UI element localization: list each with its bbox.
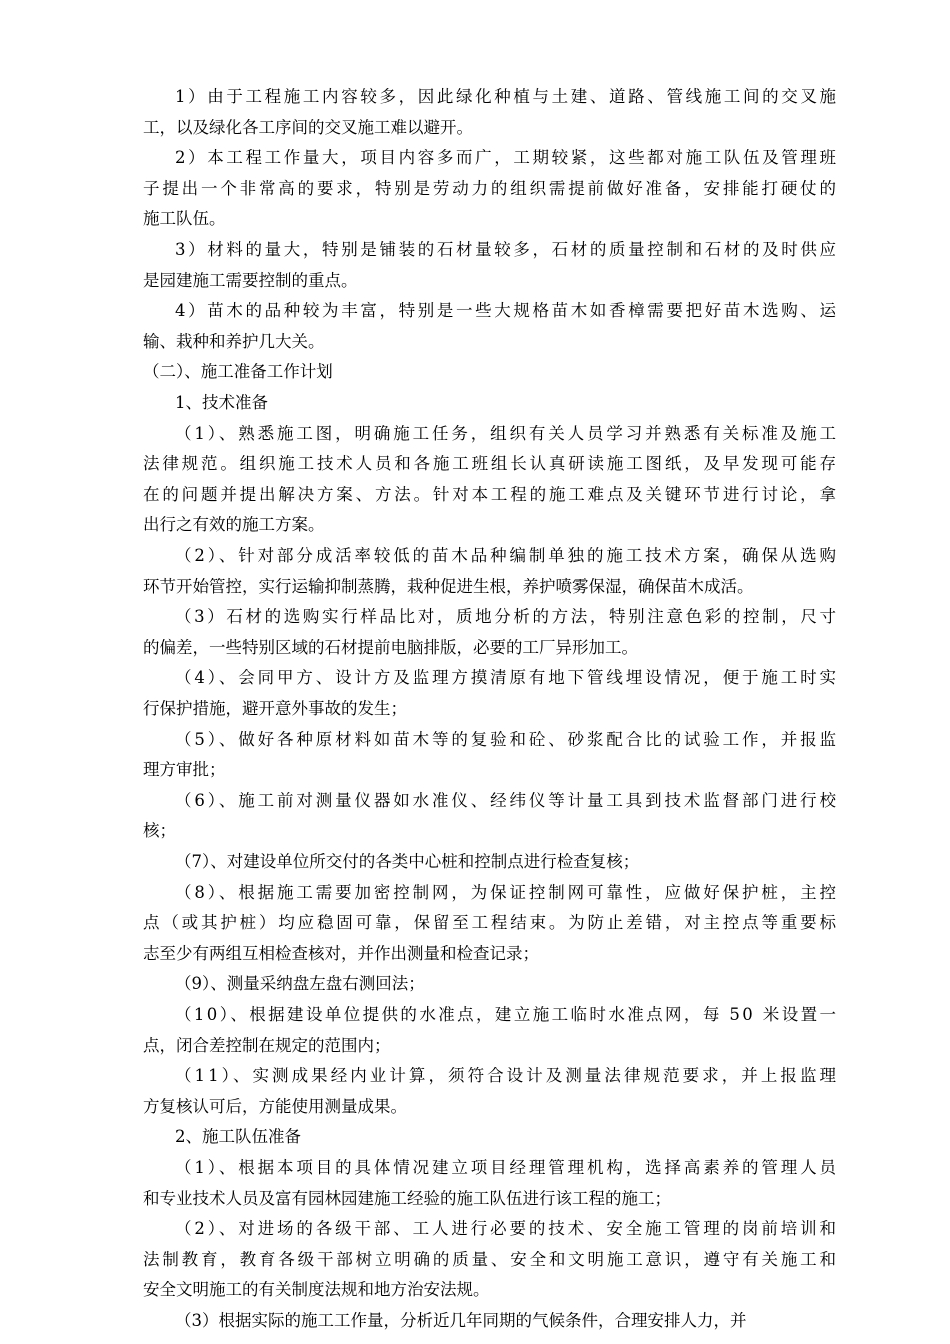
- text-line: （二）、施工准备工作计划: [143, 362, 333, 382]
- text-line: 方复核认可后，方能使用测量成果。: [143, 1096, 407, 1116]
- text-line: （3）石材的选购实行样品比对，质地分析的方法，特别注意色彩的控制，尺寸: [175, 607, 839, 627]
- text-line: 子提出一个非常高的要求，特别是劳动力的组织需提前做好准备，安排能打硬仗的: [143, 178, 839, 198]
- text-line: （1）、根据本项目的具体情况建立项目经理管理机构，选择高素养的管理人员: [175, 1158, 839, 1177]
- text-line: 环节开始管控，实行运输抑制蒸腾，栽种促进生根，养护喷雾保湿，确保苗木成活。: [143, 576, 754, 596]
- text-line: （4）、会同甲方、设计方及监理方摸清原有地下管线埋设情况，便于施工时实: [175, 668, 839, 688]
- text-line: 在的问题并提出解决方案、方法。针对本工程的施工难点及关键环节进行讨论，拿: [143, 484, 839, 504]
- text-line: 点（或其护桩）均应稳固可靠，保留至工程结束。为防止差错，对主控点等重要标: [143, 913, 839, 933]
- text-line: 核；: [143, 821, 176, 841]
- text-line: 输、栽种和养护几大关。: [143, 331, 325, 351]
- text-line: 工，以及绿化各工序间的交叉施工难以避开。: [143, 117, 473, 137]
- text-line: 2、施工队伍准备: [175, 1127, 301, 1147]
- text-line: 理方审批；: [143, 760, 226, 780]
- text-line: （7）、对建设单位所交付的各类中心桩和控制点进行检查复核；: [175, 852, 640, 871]
- text-line: （6）、施工前对测量仪器如水准仪、经纬仪等计量工具到技术监督部门进行校: [175, 790, 839, 810]
- text-line: （11）、实测成果经内业计算，须符合设计及测量法律规范要求，并上报监理: [175, 1066, 840, 1086]
- text-line: 和专业技术人员及富有园林园建施工经验的施工队伍进行该工程的施工；: [143, 1188, 671, 1208]
- text-line: （3）根据实际的施工工作量，分析近几年同期的气候条件，合理安排人力，并: [175, 1311, 747, 1330]
- text-line: 2）本工程工作量大，项目内容多而广，工期较紧，这些都对施工队伍及管理班: [175, 148, 839, 168]
- text-line: 法律规范。组织施工技术人员和各施工班组长认真研读施工图纸，及早发现可能存: [143, 454, 839, 474]
- text-line: 是园建施工需要控制的重点。: [143, 270, 358, 290]
- text-line: 3）材料的量大，特别是铺装的石材量较多，石材的质量控制和石材的及时供应: [175, 240, 839, 259]
- text-line: 4）苗木的品种较为丰富，特别是一些大规格苗木如香樟需要把好苗木选购、运: [175, 301, 839, 321]
- text-line: 1、技术准备: [175, 393, 268, 412]
- text-line: 施工队伍。: [143, 209, 226, 229]
- text-line: （2）、对进场的各级干部、工人进行必要的技术、安全施工管理的岗前培训和: [175, 1219, 839, 1239]
- text-line: 志至少有两组互相检查核对，并作出测量和检查记录；: [143, 943, 539, 963]
- text-line: 的偏差，一些特别区域的石材提前电脑排版，必要的工厂异形加工。: [143, 637, 638, 657]
- text-line: 出行之有效的施工方案。: [143, 515, 325, 535]
- text-line: （10）、根据建设单位提供的水准点，建立施工临时水准点网，每 50 米设置一: [175, 1005, 839, 1024]
- text-line: （8）、根据施工需要加密控制网，为保证控制网可靠性，应做好保护桩，主控: [175, 882, 839, 902]
- text-line: 行保护措施，避开意外事故的发生；: [143, 699, 407, 718]
- text-line: 1）由于工程施工内容较多，因此绿化种植与土建、道路、管线施工间的交叉施: [175, 87, 839, 106]
- text-line: 法制教育，教育各级干部树立明确的质量、安全和文明施工意识，遵守有关施工和: [143, 1249, 839, 1269]
- text-line: （9）、测量采纳盘左盘右测回法；: [175, 974, 425, 994]
- text-line: 安全文明施工的有关制度法规和地方治安法规。: [143, 1280, 490, 1300]
- text-line: （5）、做好各种原材料如苗木等的复验和砼、砂浆配合比的试验工作，并报监: [175, 729, 839, 749]
- text-line: 点，闭合差控制在规定的范围内；: [143, 1035, 391, 1055]
- text-line: （2）、针对部分成活率较低的苗木品种编制单独的施工技术方案，确保从选购: [175, 546, 839, 565]
- text-line: （1）、熟悉施工图，明确施工任务，组织有关人员学习并熟悉有关标准及施工: [175, 423, 839, 443]
